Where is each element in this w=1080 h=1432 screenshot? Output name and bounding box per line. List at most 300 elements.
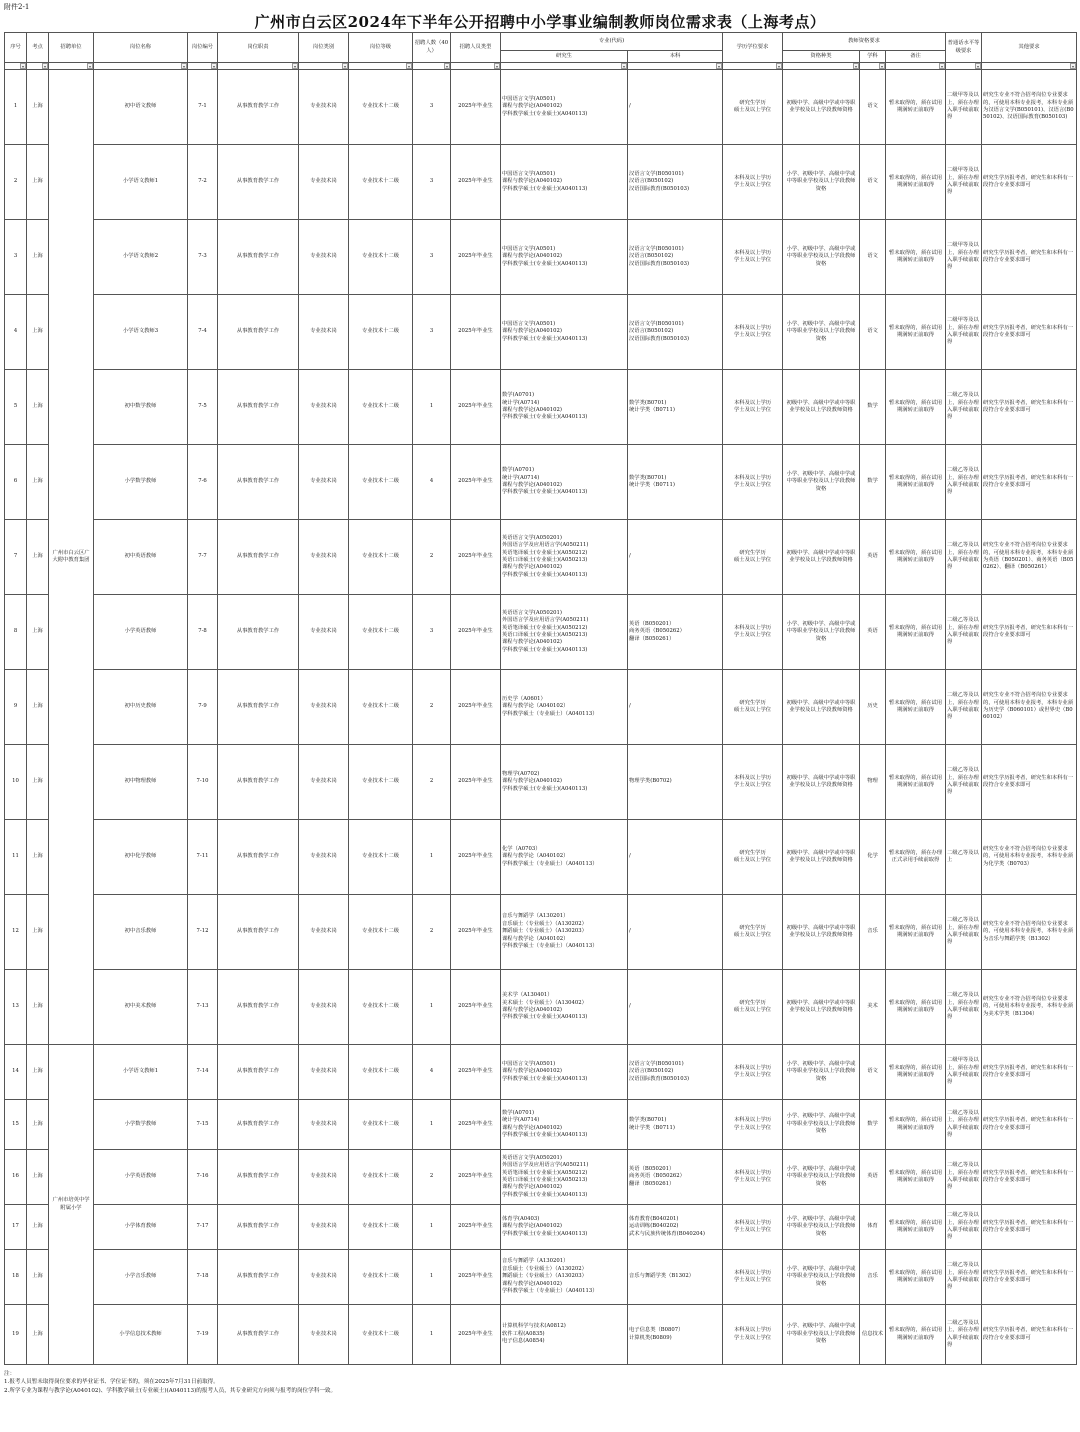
cell-undergrad-major: 英语（B050201） 商务英语（B050262） 翻译（B050261） [628,595,723,670]
cell-count: 1 [413,1100,451,1150]
cell-other: 研究生专业不符合招考岗位专业要求的，可使用本科专业报考，本科专业须为历史学（B060101）或世界史（B060102） [982,670,1077,745]
cell-site: 上海 [27,70,49,145]
cell-grade: 专业技术十二级 [349,520,413,595]
table-row [5,145,1077,220]
cell-site: 上海 [27,1250,49,1305]
cell-category: 专业技术岗 [299,145,349,220]
filter-cell [27,63,49,70]
cell-site: 上海 [27,145,49,220]
cell-unit-a: 广州市白云区广大附中教育集团 [49,70,94,1045]
cell-other: 研究生专业不符合招考岗位专业要求的，可使用本科专业报考，本科专业须为美术学类（B1304） [982,970,1077,1045]
cell-degree: 本科及以上学历 学士及以上学位 [723,1205,783,1250]
cell-remark: 暂未取得的，须在试用期满转正前取得 [886,70,946,145]
header-unit: 招聘单位 [49,33,94,63]
cell-other: 研究生专业不符合招考岗位专业要求的，可使用本科专业报考，本科专业须为英语（B050201）、商务英语（B050262）、翻译（B050261） [982,520,1077,595]
filter-dropdown-icon[interactable]: ▾ [343,64,346,69]
cell-undergrad-major: 电子信息类（B0807） 计算机类(B0809) [628,1305,723,1365]
table-row [5,670,1077,745]
footnotes [4,1370,1076,1395]
cell-grad-major: 中国语言文学(A0501) 课程与教学论(A040102) 学科教学硕士(专业硕士)(A040113) [501,295,628,370]
cell-seq: 14 [5,1045,27,1100]
cell-duty: 从事教育教学工作 [218,670,299,745]
cell-count: 2 [413,1150,451,1205]
cell-degree: 本科及以上学历 学士及以上学位 [723,370,783,445]
cell-degree: 本科及以上学历 学士及以上学位 [723,445,783,520]
cell-site: 上海 [27,1100,49,1150]
cell-undergrad-major: / [628,970,723,1045]
cell-remark: 暂未取得的，须在试用期满转正前取得 [886,1100,946,1150]
cell-mandarin: 二级乙等及以上，须在办理入职手续前取得 [946,1305,982,1365]
cell-type: 2025年毕业生 [451,295,501,370]
page-title: 广州市白云区2024年下半年公开招聘中小学事业编制教师岗位需求表（上海考点） [254,13,826,31]
cell-mandarin: 二级甲等及以上，须在办理入职手续前取得 [946,220,982,295]
cell-subject: 数学 [860,370,886,445]
cell-grade: 专业技术十二级 [349,145,413,220]
cell-post-code: 7-18 [188,1250,218,1305]
cell-category: 专业技术岗 [299,895,349,970]
cell-post-code: 7-3 [188,220,218,295]
cell-type: 2025年毕业生 [451,445,501,520]
cell-site: 上海 [27,1150,49,1205]
cell-post-name: 初中美术教师 [94,970,188,1045]
cell-type: 2025年毕业生 [451,370,501,445]
cell-category: 专业技术岗 [299,970,349,1045]
cell-cert: 小学、初级中学、高级中学或中等职业学校及以上学段教师资格 [783,1150,860,1205]
cell-cert: 初级中学、高级中学或中等职业学校及以上学段教师资格 [783,70,860,145]
cell-grad-major: 中国语言文学(A0501) 课程与教学论(A040102) 学科教学硕士(专业硕士)(A040113) [501,70,628,145]
table-row [5,820,1077,895]
cell-cert: 初级中学、高级中学或中等职业学校及以上学段教师资格 [783,820,860,895]
cell-remark: 暂未取得的，须在试用期满转正前取得 [886,970,946,1045]
filter-cell [886,63,946,70]
cell-mandarin: 二级乙等及以上，须在办理入职手续前取得 [946,1100,982,1150]
note-2: 2.所学专业为课程与教学论(A040102)、学科教学硕士(专业硕士)(A040113)的报考人员，其专业研究方向须与报考的岗位学科一致。 [4,1387,337,1394]
cell-post-name: 初中音乐教师 [94,895,188,970]
cell-cert: 初级中学、高级中学或中等职业学校及以上学段教师资格 [783,895,860,970]
cell-type: 2025年毕业生 [451,1305,501,1365]
filter-cell [723,63,783,70]
cell-mandarin: 二级乙等及以上，须在办理入职手续前取得 [946,670,982,745]
filter-row [5,63,1077,70]
cell-other: 研究生学历报考者，研究生和本科有一段符合专业要求即可 [982,745,1077,820]
cell-duty: 从事教育教学工作 [218,745,299,820]
cell-degree: 本科及以上学历 学士及以上学位 [723,295,783,370]
cell-mandarin: 二级乙等及以上，须在办理入职手续前取得 [946,445,982,520]
filter-dropdown-icon[interactable]: ▾ [1072,64,1075,69]
cell-subject: 历史 [860,670,886,745]
cell-undergrad-major: 数学类(B0701) 统计学类（B0711) [628,1100,723,1150]
cell-count: 1 [413,370,451,445]
cell-grade: 专业技术十二级 [349,1045,413,1100]
cell-grade: 专业技术十二级 [349,445,413,520]
cell-site: 上海 [27,670,49,745]
cell-count: 3 [413,70,451,145]
cell-cert: 小学、初级中学、高级中学或中等职业学校及以上学段教师资格 [783,445,860,520]
cell-seq: 9 [5,670,27,745]
table-row [5,1305,1077,1365]
table-row [5,70,1077,145]
cell-mandarin: 二级乙等及以上，须在办理入职手续前取得 [946,895,982,970]
cell-grad-major: 英语语言文学(A050201) 外国语言学及应用语言学(A050211) 英语笔译硕士(专业硕士)(A050212) 英语口译硕士(专业硕士)(A050213) 课程与教学论(A040102) 学科教学硕士(专业硕士)(A040113) [501,595,628,670]
header-cert: 资格种类 [783,51,860,63]
table-row [5,1150,1077,1205]
cell-cert: 初级中学、高级中学或中等职业学校及以上学段教师资格 [783,970,860,1045]
cell-count: 3 [413,295,451,370]
cell-count: 2 [413,520,451,595]
cell-other: 研究生学历报考者，研究生和本科有一段符合专业要求即可 [982,1045,1077,1100]
header-grad: 研究生 [501,51,628,63]
cell-seq: 6 [5,445,27,520]
cell-cert: 小学、初级中学、高级中学或中等职业学校及以上学段教师资格 [783,295,860,370]
cell-degree: 研究生学历 硕士及以上学位 [723,970,783,1045]
cell-other: 研究生学历报考者，研究生和本科有一段符合专业要求即可 [982,370,1077,445]
cell-seq: 17 [5,1205,27,1250]
cell-degree: 本科及以上学历 学士及以上学位 [723,1045,783,1100]
cell-subject: 数学 [860,445,886,520]
cell-duty: 从事教育教学工作 [218,70,299,145]
filter-dropdown-icon[interactable]: ▾ [718,64,721,69]
cell-category: 专业技术岗 [299,1045,349,1100]
cell-post-code: 7-13 [188,970,218,1045]
cell-remark: 暂未取得的，须在试用期满转正前取得 [886,595,946,670]
cell-remark: 暂未取得的，须在试用期满转正前取得 [886,1250,946,1305]
cell-remark: 暂未取得的，须在试用期满转正前取得 [886,295,946,370]
filter-dropdown-icon[interactable]: ▾ [881,64,884,69]
filter-dropdown-icon[interactable]: ▾ [43,64,46,69]
cell-duty: 从事教育教学工作 [218,1250,299,1305]
cell-post-code: 7-6 [188,445,218,520]
filter-dropdown-icon[interactable]: ▾ [941,64,944,69]
cell-post-code: 7-14 [188,1045,218,1100]
cell-remark: 暂未取得的，须在试用期满转正前取得 [886,670,946,745]
cell-type: 2025年毕业生 [451,520,501,595]
cell-category: 专业技术岗 [299,820,349,895]
cell-duty: 从事教育教学工作 [218,220,299,295]
cell-grade: 专业技术十二级 [349,1205,413,1250]
table-row [5,595,1077,670]
cell-seq: 7 [5,520,27,595]
cell-post-name: 小学数学教师 [94,1100,188,1150]
cell-duty: 从事教育教学工作 [218,1305,299,1365]
cell-grade: 专业技术十二级 [349,1250,413,1305]
cell-post-code: 7-9 [188,670,218,745]
cell-post-code: 7-8 [188,595,218,670]
filter-dropdown-icon[interactable]: ▾ [855,64,858,69]
cell-count: 2 [413,895,451,970]
cell-grad-major: 物理学(A0702) 课程与教学论(A040102) 学科教学硕士(专业硕士)(A040113) [501,745,628,820]
cell-duty: 从事教育教学工作 [218,1045,299,1100]
cell-post-code: 7-1 [188,70,218,145]
cell-subject: 数学 [860,1100,886,1150]
cell-grad-major: 中国语言文学(A0501) 课程与教学论(A040102) 学科教学硕士(专业硕士)(A040113) [501,1045,628,1100]
cell-degree: 研究生学历 硕士及以上学位 [723,820,783,895]
cell-grade: 专业技术十二级 [349,820,413,895]
cell-duty: 从事教育教学工作 [218,1205,299,1250]
cell-mandarin: 二级乙等及以上，须在办理入职手续前取得 [946,520,982,595]
cell-category: 专业技术岗 [299,595,349,670]
cell-duty: 从事教育教学工作 [218,370,299,445]
cell-grad-major: 中国语言文学(A0501) 课程与教学论(A040102) 学科教学硕士(专业硕士)(A040113) [501,220,628,295]
cell-post-name: 小学信息技术教师 [94,1305,188,1365]
cell-type: 2025年毕业生 [451,145,501,220]
cell-seq: 15 [5,1100,27,1150]
cell-post-name: 小学语文教师2 [94,220,188,295]
cell-category: 专业技术岗 [299,1250,349,1305]
header-degree: 学历学位要求 [723,33,783,63]
cell-category: 专业技术岗 [299,220,349,295]
cell-type: 2025年毕业生 [451,970,501,1045]
header-cert-group: 教师资格要求 [783,33,946,51]
cell-site: 上海 [27,1305,49,1365]
cell-seq: 3 [5,220,27,295]
header-type: 招聘人员类型 [451,33,501,63]
cell-undergrad-major: 汉语言文学(B050101) 汉语言(B050102) 汉语国际教育(B050103) [628,295,723,370]
cell-cert: 初级中学、高级中学或中等职业学校及以上学段教师资格 [783,670,860,745]
cell-seq: 18 [5,1250,27,1305]
cell-type: 2025年毕业生 [451,1150,501,1205]
table-row [5,1045,1077,1100]
cell-undergrad-major: / [628,70,723,145]
filter-dropdown-icon[interactable]: ▾ [88,64,91,69]
cell-category: 专业技术岗 [299,295,349,370]
table-row [5,745,1077,820]
cell-post-name: 小学英语教师 [94,1150,188,1205]
cell-remark: 暂未取得的，须在试用期满转正前取得 [886,520,946,595]
cell-seq: 16 [5,1150,27,1205]
cell-mandarin: 二级乙等及以上 [946,820,982,895]
cell-unit-b: 广州市培英中学附属小学 [49,1045,94,1365]
cell-category: 专业技术岗 [299,520,349,595]
cell-degree: 本科及以上学历 学士及以上学位 [723,745,783,820]
filter-cell [783,63,860,70]
cell-cert: 初级中学、高级中学或中等职业学校及以上学段教师资格 [783,370,860,445]
cell-other: 研究生学历报考者，研究生和本科有一段符合专业要求即可 [982,1100,1077,1150]
filter-cell [982,63,1077,70]
filter-dropdown-icon[interactable]: ▾ [182,64,185,69]
cell-undergrad-major: 汉语言文学(B050101) 汉语言(B050102) 汉语国际教育(B050103) [628,1045,723,1100]
cell-duty: 从事教育教学工作 [218,895,299,970]
cell-grade: 专业技术十二级 [349,370,413,445]
cell-site: 上海 [27,1045,49,1100]
table-row [5,520,1077,595]
cell-post-name: 初中化学教师 [94,820,188,895]
filter-cell [451,63,501,70]
cell-grad-major: 中国语言文学(A0501) 课程与教学论(A040102) 学科教学硕士(专业硕士)(A040113) [501,145,628,220]
filter-dropdown-icon[interactable]: ▾ [445,64,448,69]
cell-other: 研究生专业不符合招考岗位专业要求的，可使用本科专业报考，本科专业须为音乐与舞蹈学类（B1302） [982,895,1077,970]
cell-undergrad-major: 数学类(B0701) 统计学类（B0711) [628,370,723,445]
cell-degree: 本科及以上学历 学士及以上学位 [723,1150,783,1205]
cell-seq: 10 [5,745,27,820]
cell-other: 研究生学历报考者，研究生和本科有一段符合专业要求即可 [982,445,1077,520]
cell-degree: 本科及以上学历 学士及以上学位 [723,1305,783,1365]
table-row [5,445,1077,520]
header-major: 专业(代码) [501,33,723,51]
cell-undergrad-major: 英语（B050201） 商务英语（B050262） 翻译（B050261） [628,1150,723,1205]
cell-seq: 12 [5,895,27,970]
header-grade: 岗位等级 [349,33,413,63]
cell-count: 1 [413,970,451,1045]
cell-cert: 初级中学、高级中学或中等职业学校及以上学段教师资格 [783,520,860,595]
cell-post-name: 小学语文教师3 [94,295,188,370]
note-1: 1.报考人员暂未取得岗位要求的毕业证书、学位证书的，须在2025年7月31日前取得。 [4,1379,219,1386]
cell-grad-major: 体育学(A0403) 课程与教学论(A040102) 学科教学硕士(专业硕士)(A040113) [501,1205,628,1250]
table-row [5,1250,1077,1305]
cell-subject: 英语 [860,1150,886,1205]
cell-subject: 音乐 [860,1250,886,1305]
cell-type: 2025年毕业生 [451,745,501,820]
cell-post-code: 7-4 [188,295,218,370]
filter-dropdown-icon[interactable]: ▾ [622,64,625,69]
cell-degree: 本科及以上学历 学士及以上学位 [723,1250,783,1305]
filter-dropdown-icon[interactable]: ▾ [21,64,24,69]
cell-grad-major: 计算机科学与技术(A0812) 软件工程(A0835) 电子信息(A0854) [501,1305,628,1365]
cell-other: 研究生专业不符合招考岗位专业要求的，可使用本科专业报考，本科专业须为化学类（B0703） [982,820,1077,895]
header-undergrad: 本科 [628,51,723,63]
filter-cell [946,63,982,70]
cell-remark: 暂未取得的，须在办理正式录用手续前取得 [886,820,946,895]
filter-dropdown-icon[interactable]: ▾ [778,64,781,69]
filter-dropdown-icon[interactable]: ▾ [977,64,980,69]
table-row [5,970,1077,1045]
cell-grad-major: 数学(A0701) 统计学(A0714) 课程与教学论(A040102) 学科教学硕士(专业硕士)(A040113) [501,445,628,520]
cell-subject: 语文 [860,145,886,220]
cell-subject: 化学 [860,820,886,895]
cell-type: 2025年毕业生 [451,1205,501,1250]
cell-count: 1 [413,1250,451,1305]
filter-cell [349,63,413,70]
header-post-code: 岗位编号 [188,33,218,63]
cell-seq: 5 [5,370,27,445]
cell-degree: 本科及以上学历 学士及以上学位 [723,145,783,220]
table-row [5,1100,1077,1150]
cell-count: 3 [413,595,451,670]
cell-mandarin: 二级甲等及以上，须在办理入职手续前取得 [946,70,982,145]
cell-mandarin: 二级乙等及以上，须在办理入职手续前取得 [946,1205,982,1250]
cell-mandarin: 二级甲等及以上，须在办理入职手续前取得 [946,1045,982,1100]
cell-seq: 8 [5,595,27,670]
filter-cell [413,63,451,70]
cell-mandarin: 二级乙等及以上，须在办理入职手续前取得 [946,595,982,670]
cell-duty: 从事教育教学工作 [218,295,299,370]
cell-cert: 小学、初级中学、高级中学或中等职业学校及以上学段教师资格 [783,220,860,295]
cell-grade: 专业技术十二级 [349,670,413,745]
cell-grade: 专业技术十二级 [349,970,413,1045]
cell-post-name: 初中物理教师 [94,745,188,820]
cell-type: 2025年毕业生 [451,670,501,745]
filter-dropdown-icon[interactable]: ▾ [212,64,215,69]
cell-post-code: 7-2 [188,145,218,220]
cell-category: 专业技术岗 [299,670,349,745]
cell-site: 上海 [27,520,49,595]
cell-degree: 研究生学历 硕士及以上学位 [723,895,783,970]
cell-undergrad-major: / [628,895,723,970]
filter-cell [299,63,349,70]
cell-undergrad-major: 汉语言文学(B050101) 汉语言(B050102) 汉语国际教育(B050103) [628,220,723,295]
cell-grade: 专业技术十二级 [349,70,413,145]
cell-undergrad-major: 汉语言文学(B050101) 汉语言(B050102) 汉语国际教育(B050103) [628,145,723,220]
cell-subject: 信息技术 [860,1305,886,1365]
cell-grad-major: 英语语言文学(A050201) 外国语言学及应用语言学(A050211) 英语笔译硕士(专业硕士)(A050212) 英语口译硕士(专业硕士)(A050213) 课程与教学论(A040102) 学科教学硕士(专业硕士)(A040113) [501,1150,628,1205]
cell-grad-major: 英语语言文学(A050201) 外国语言学及应用语言学(A050211) 英语笔译硕士(专业硕士)(A050212) 英语口译硕士(专业硕士)(A050213) 课程与教学论(A040102) 学科教学硕士(专业硕士)(A040113) [501,520,628,595]
cell-count: 1 [413,1205,451,1250]
cell-remark: 暂未取得的，须在试用期满转正前取得 [886,1045,946,1100]
cell-degree: 研究生学历 硕士及以上学位 [723,70,783,145]
filter-cell [94,63,188,70]
cell-site: 上海 [27,1205,49,1250]
cell-seq: 19 [5,1305,27,1365]
cell-category: 专业技术岗 [299,1150,349,1205]
cell-degree: 研究生学历 硕士及以上学位 [723,670,783,745]
cell-subject: 英语 [860,595,886,670]
cell-count: 3 [413,220,451,295]
cell-grad-major: 音乐与舞蹈学（A130201） 音乐硕士（专业硕士）（A130202） 舞蹈硕士（专业硕士）（A130203） 课程与教学论（A040102） 学科教学硕士（专业硕士）（A040113） [501,895,628,970]
cell-post-name: 小学语文教师1 [94,1045,188,1100]
filter-cell [860,63,886,70]
cell-grad-major: 历史学（A0601） 课程与教学论（A040102） 学科教学硕士（专业硕士）（A040113） [501,670,628,745]
cell-grade: 专业技术十二级 [349,295,413,370]
cell-remark: 暂未取得的，须在试用期满转正前取得 [886,895,946,970]
cell-site: 上海 [27,220,49,295]
table-row [5,895,1077,970]
cell-grad-major: 化学（A0703） 课程与教学论（A040102） 学科教学硕士（专业硕士）（A040113） [501,820,628,895]
filter-dropdown-icon[interactable]: ▾ [407,64,410,69]
filter-cell [5,63,27,70]
cell-remark: 暂未取得的，须在试用期满转正前取得 [886,1150,946,1205]
cell-subject: 语文 [860,295,886,370]
cell-mandarin: 二级乙等及以上，须在办理入职手续前取得 [946,970,982,1045]
cell-count: 1 [413,1305,451,1365]
table-row [5,220,1077,295]
header-seq: 序号 [5,33,27,63]
filter-cell [628,63,723,70]
cell-post-name: 小学音乐教师 [94,1250,188,1305]
cell-remark: 暂未取得的，须在试用期满转正前取得 [886,220,946,295]
cell-cert: 小学、初级中学、高级中学或中等职业学校及以上学段教师资格 [783,1305,860,1365]
cell-duty: 从事教育教学工作 [218,970,299,1045]
cell-count: 2 [413,745,451,820]
cell-type: 2025年毕业生 [451,220,501,295]
cell-degree: 本科及以上学历 学士及以上学位 [723,595,783,670]
cell-post-name: 初中语文教师 [94,70,188,145]
cell-site: 上海 [27,370,49,445]
filter-dropdown-icon[interactable]: ▾ [495,64,498,69]
cell-grade: 专业技术十二级 [349,1100,413,1150]
cell-mandarin: 二级乙等及以上，须在办理入职手续前取得 [946,370,982,445]
cell-duty: 从事教育教学工作 [218,595,299,670]
cell-category: 专业技术岗 [299,1100,349,1150]
cell-subject: 英语 [860,520,886,595]
header-site: 考点 [27,33,49,63]
cell-other: 研究生学历报考者，研究生和本科有一段符合专业要求即可 [982,1305,1077,1365]
cell-other: 研究生学历报考者，研究生和本科有一段符合专业要求即可 [982,1250,1077,1305]
cell-undergrad-major: / [628,520,723,595]
header-row [5,33,1077,51]
cell-subject: 体育 [860,1205,886,1250]
cell-post-name: 初中数学教师 [94,370,188,445]
cell-post-code: 7-16 [188,1150,218,1205]
cell-subject: 音乐 [860,895,886,970]
cell-count: 4 [413,1045,451,1100]
cell-remark: 暂未取得的，须在试用期满转正前取得 [886,370,946,445]
cell-subject: 物理 [860,745,886,820]
header-subject: 学科 [860,51,886,63]
cell-grad-major: 美术学（A130401） 美术硕士（专业硕士）（A130402） 课程与教学论(A040102) 学科教学硕士(专业硕士)(A040113) [501,970,628,1045]
filter-cell [218,63,299,70]
filter-dropdown-icon[interactable]: ▾ [293,64,296,69]
cell-undergrad-major: 音乐与舞蹈学类（B1302） [628,1250,723,1305]
cell-post-code: 7-5 [188,370,218,445]
